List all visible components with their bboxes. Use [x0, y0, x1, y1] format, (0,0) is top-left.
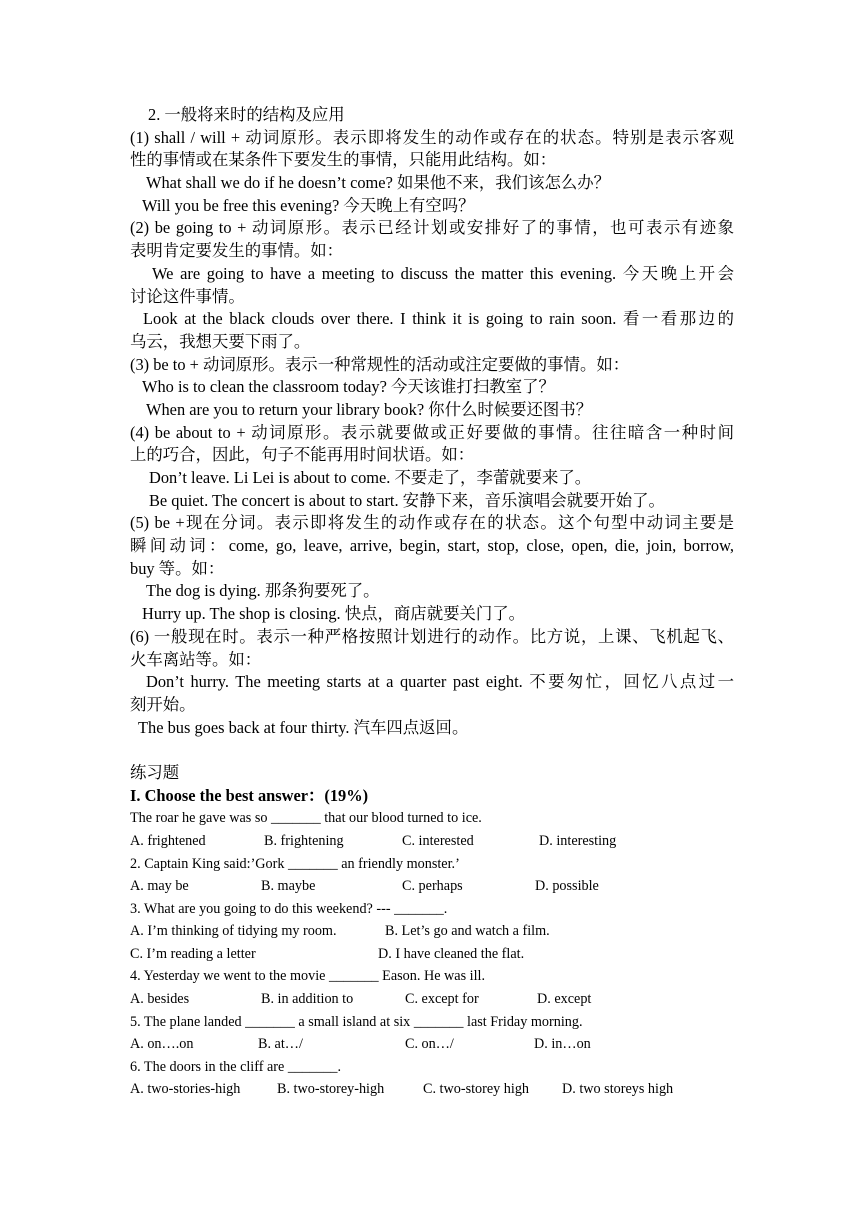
question-options [130, 943, 734, 966]
rule-6-line-1: (6) 一般现在时。表示一种严格按照计划进行的动作。比方说，上课、飞机起飞、 [130, 626, 734, 646]
option-a: A. on….on [130, 1036, 194, 1053]
question-stem: 5. The plane landed _______ a small island at six _______ last Friday morning. [130, 1013, 583, 1030]
rule-5-line-1: (5) be +现在分词。表示即将发生的动作或存在的状态。这个句型中动词主要是 [130, 513, 734, 533]
rule-2-example-2-line-2: 乌云，我想天要下雨了。 [130, 331, 311, 351]
option-d: D. I have cleaned the flat. [378, 945, 525, 962]
rule-2-line-1: (2) be going to + 动词原形。表示已经计划或安排好了的事情，也可表示有迹象 [130, 218, 734, 238]
rule-4-example-1: Don’t leave. Li Lei is about to come. 不要走了，李蕾就要来了。 [149, 468, 592, 487]
question-options [130, 830, 734, 853]
option-b: B. at…/ [258, 1036, 303, 1053]
option-a: A. I’m thinking of tidying my room. [130, 923, 337, 940]
option-b: B. maybe [261, 878, 316, 895]
rule-5-example-1: The dog is dying. 那条狗要死了。 [146, 581, 380, 601]
option-b: B. two-storey-high [277, 1081, 385, 1098]
rule-1-line-1: (1) shall / will + 动词原形。表示即将发生的动作或存在的状态。特别是表示客观 [130, 127, 734, 147]
rule-4-line-2: 上的巧合，因此，句子不能再用时间状语。如： [130, 445, 475, 465]
option-b: B. Let’s go and watch a film. [385, 923, 550, 940]
rule-5-example-2: Hurry up. The shop is closing. 快点，商店就要关门了。 [142, 604, 526, 624]
option-a: A. frightened [130, 832, 206, 849]
question-options [130, 920, 734, 943]
document-page [130, 104, 734, 1101]
option-c: C. I’m reading a letter [130, 945, 256, 962]
rule-1-line-2: 性的事情或在某条件下要发生的事情，只能用此结构。如： [130, 150, 557, 170]
question-options [130, 875, 734, 898]
rule-5-line-2: 瞬间动词：come, go, leave, arrive, begin, start, stop, close, open, die, join, borrow, [130, 536, 734, 556]
rule-3-example-1: Who is to clean the classroom today? 今天该谁打扫教室了？ [142, 377, 555, 397]
rule-1-example-2: Will you be free this evening? 今天晚上有空吗？ [142, 195, 475, 215]
option-a: A. two-stories-high [130, 1081, 241, 1098]
option-b: B. in addition to [261, 991, 354, 1008]
question-stem: 2. Captain King said:’Gork _______ an friendly monster.’ [130, 855, 460, 872]
rule-4-example-2: Be quiet. The concert is about to start. 安静下来，音乐演唱会就要开始了。 [149, 490, 665, 510]
spacer [130, 739, 734, 762]
rule-2-example-1-line-1: We are going to have a meeting to discuss the matter this evening. 今天晚上开会 [152, 263, 734, 283]
exercise-heading: 练习题 [130, 762, 180, 782]
rule-3-line-1: (3) be to + 动词原形。表示一种常规性的活动或注定要做的事情。如： [130, 354, 630, 374]
rule-2-example-2-line-1: Look at the black clouds over there. I think it is going to rain soon. 看一看那边的 [143, 309, 734, 329]
option-b: B. frightening [264, 832, 344, 849]
option-c: C. interested [402, 832, 474, 849]
option-a: A. may be [130, 878, 189, 895]
rule-2-example-1-line-2: 讨论这件事情。 [130, 286, 245, 306]
option-c: C. on…/ [405, 1036, 454, 1053]
question-options [130, 988, 734, 1011]
rule-6-example-1-line-2: 刻开始。 [130, 694, 196, 714]
rule-6-example-1-line-1: Don’t hurry. The meeting starts at a quarter past eight. 不要匆忙，回忆八点过一 [146, 672, 734, 692]
option-c: C. two-storey high [423, 1081, 530, 1098]
question-options [130, 1033, 734, 1056]
question-stem: 3. What are you going to do this weekend? --- _______. [130, 900, 448, 917]
section-title: 2. 一般将来时的结构及应用 [148, 105, 345, 124]
rule-5-line-3: buy 等。如： [130, 558, 225, 578]
option-c: C. perhaps [402, 878, 463, 895]
option-d: D. interesting [539, 832, 617, 849]
option-d: D. in…on [534, 1036, 591, 1053]
rule-3-example-2: When are you to return your library book? 你什么时候要还图书？ [146, 399, 593, 419]
option-c: C. except for [405, 991, 479, 1008]
question-stem: The roar he gave was so _______ that our blood turned to ice. [130, 810, 482, 827]
option-d: D. two storeys high [562, 1081, 674, 1098]
rule-1-example-1: What shall we do if he doesn’t come? 如果他不来，我们该怎么办？ [146, 173, 611, 193]
rule-6-example-2: The bus goes back at four thirty. 汽车四点返回。 [138, 717, 469, 737]
option-d: D. except [537, 991, 592, 1008]
question-options [130, 1078, 734, 1101]
rule-2-line-2: 表明肯定要发生的事情。如： [130, 241, 344, 261]
rule-4-line-1: (4) be about to + 动词原形。表示就要做或正好要做的事情。往往暗含一种时间 [130, 422, 734, 442]
rule-6-line-2: 火车离站等。如： [130, 649, 262, 669]
option-d: D. possible [535, 878, 599, 895]
exercise-section-title: I. Choose the best answer：(19%) [130, 785, 369, 805]
question-stem: 6. The doors in the cliff are _______. [130, 1058, 342, 1075]
question-stem: 4. Yesterday we went to the movie _______ Eason. He was ill. [130, 968, 486, 985]
option-a: A. besides [130, 991, 190, 1008]
